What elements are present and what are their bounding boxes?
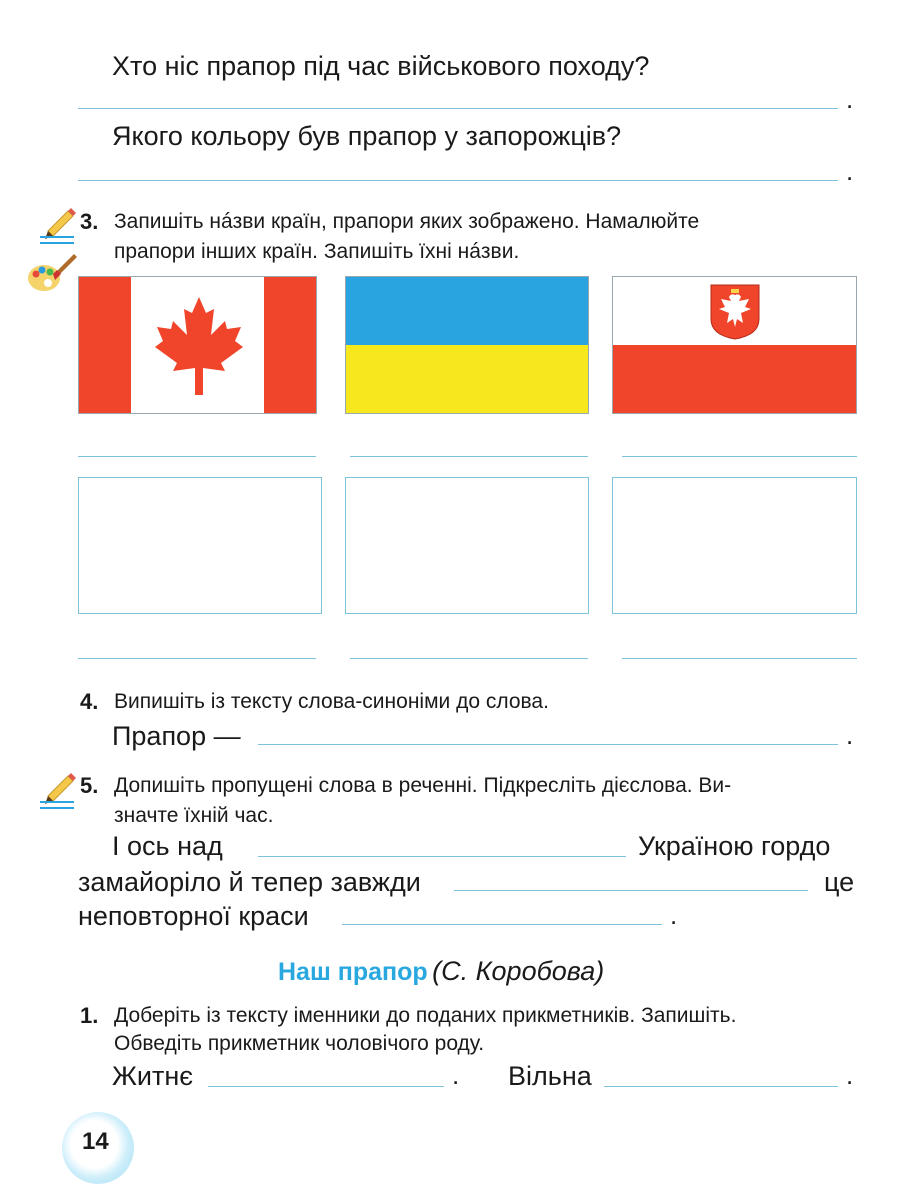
question-flag-bearer: Хто ніс прапор під час військового походу? [112, 51, 650, 81]
task-4-number: 4. [80, 689, 99, 714]
polish-coat-of-arms-icon [709, 283, 761, 341]
fill-blank-2[interactable] [454, 890, 808, 891]
sentence-part: Україною гордо [638, 831, 831, 861]
sentence-part: І ось над [112, 831, 223, 861]
fill-blank-3[interactable] [342, 924, 662, 925]
noun-answer-line-2[interactable] [604, 1086, 838, 1087]
pencil-write-icon [34, 205, 78, 247]
adjective-word-1: Житнє [112, 1061, 194, 1091]
draw-flag-box-3[interactable] [612, 477, 857, 614]
task-5-text-line2: значте їхній час. [114, 804, 274, 827]
question-cossack-flag-color: Якого кольору був прапор у запорожців? [112, 121, 622, 151]
task-3-number: 3. [80, 209, 99, 234]
task-3-text-line1: Запишіть нáзви країн, прапори яких зображено. Намалюйте [114, 210, 700, 233]
task-1-text-line2: Обведіть прикметник чоловічого роду. [114, 1032, 485, 1055]
synonyms-answer-line[interactable] [258, 744, 838, 745]
country-name-line-4[interactable] [78, 658, 316, 659]
draw-flag-box-2[interactable] [345, 477, 589, 614]
page-number: 14 [82, 1128, 109, 1155]
sentence-part: замайоріло й тепер завжди [78, 867, 421, 897]
poland-flag [612, 276, 857, 414]
task-5-number: 5. [80, 773, 99, 798]
maple-leaf-icon [153, 295, 245, 397]
task-1-text-line1: Доберіть із тексту іменники до поданих прикметників. Запишіть. [114, 1004, 737, 1027]
answer-line[interactable] [78, 108, 838, 109]
pencil-write-icon [34, 770, 78, 812]
answer-line[interactable] [78, 180, 838, 181]
task-4-word: Прапор — [112, 721, 241, 751]
sentence-part: це [824, 867, 855, 897]
period: . [846, 720, 854, 750]
period: . [846, 1060, 854, 1090]
period: . [846, 156, 854, 186]
country-name-line-6[interactable] [622, 658, 857, 659]
ukraine-flag [345, 276, 589, 414]
canada-flag [78, 276, 317, 414]
country-name-line-3[interactable] [622, 456, 857, 457]
paint-brush-icon [26, 250, 78, 296]
period: . [452, 1060, 460, 1090]
draw-flag-box-1[interactable] [78, 477, 322, 614]
task-5-text-line1: Допишіть пропущені слова в реченні. Підкресліть дієслова. Ви- [114, 774, 732, 797]
sentence-part: неповторної краси [78, 901, 309, 931]
country-name-line-5[interactable] [350, 658, 588, 659]
country-name-line-2[interactable] [350, 456, 588, 457]
task-1-number: 1. [80, 1003, 99, 1028]
fill-blank-1[interactable] [258, 856, 626, 857]
period: . [670, 900, 678, 930]
period: . [846, 84, 854, 114]
adjective-word-2: Вільна [508, 1061, 592, 1091]
noun-answer-line-1[interactable] [208, 1086, 444, 1087]
task-3-text-line2: прапори інших країн. Запишіть їхні нáзви. [114, 240, 520, 263]
country-name-line-1[interactable] [78, 456, 316, 457]
task-4-text: Випишіть із тексту слова-синоніми до слова. [114, 690, 549, 713]
section-title: Наш прапор (С. Коробова) [278, 956, 605, 986]
